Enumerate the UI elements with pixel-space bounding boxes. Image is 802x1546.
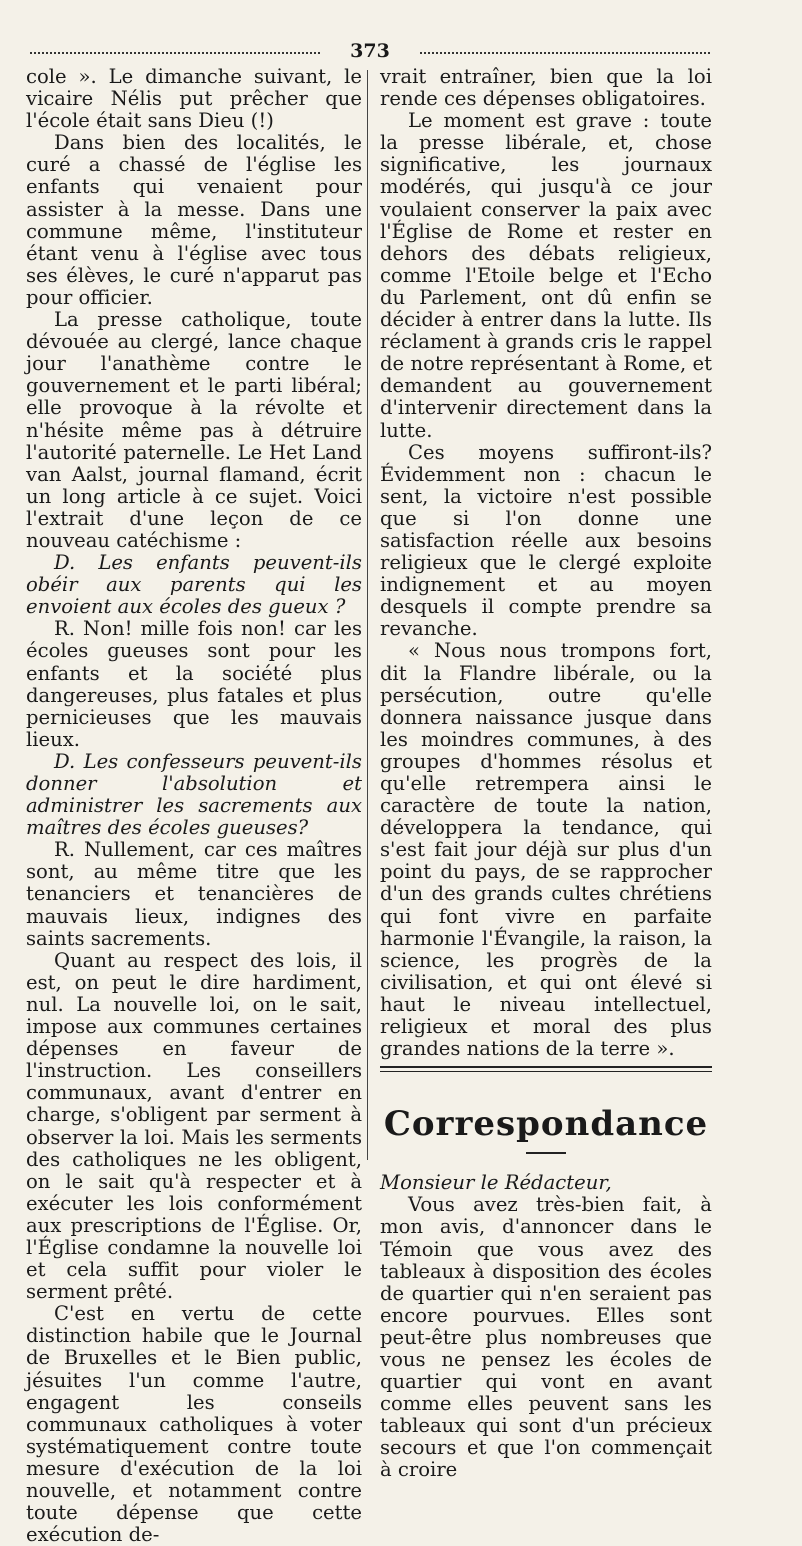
paragraph: vrait entraîner, bien que la loi rende ces dépenses obligatoires. [380, 65, 712, 111]
column-divider [367, 70, 368, 1160]
letter-body: Vous avez très-bien fait, à mon avis, d'annoncer dans le Témoin que vous avez des tableaux à disposition des écoles de quartier qui n'en seraient pas encore pourvues. Elles sont peut-être plus nombreuses que vous ne pensez les écoles de quartier qui vont en avant comme elles peuvent sans les tableaux qui sont d'un précieux secours et que l'on commençait à croire [380, 1193, 712, 1482]
page-header [30, 40, 710, 64]
quoted-paragraph: « Nous nous trompons fort, dit la Flandre libérale, ou la persécution, outre qu'elle donnera naissance jusque dans les moindres communes, à des groupes d'hommes résolus et qu'elle retrempera ainsi le caractère de toute la nation, développera la tendance, qui s'est fait jour déjà sur plus d'un point du pays, de se rapprocher d'un des grands cultes chrétiens qui font vivre en parfaite harmonie l'Évangile, la raison, la science, les progrès de la civilisation, et qui ont élevé si haut le niveau intellectuel, religieux et moral des plus grandes nations de la terre ». [380, 639, 712, 1061]
page-number: 373 [350, 40, 390, 62]
paragraph: cole ». Le dimanche suivant, le vicaire Nélis put prêcher que l'école était sans Dieu (!) [26, 65, 362, 133]
paragraph: La presse catholique, toute dévouée au clergé, lance chaque jour l'anathème contre le gouvernement et le parti libéral; elle provoque à la révolte et n'hésite même pas à détruire l'autorité paternelle. Le Het Land van Aalst, journal flamand, écrit un long article à ce sujet. Voici l'extrait d'une leçon de ce nouveau catéchisme : [26, 308, 362, 552]
catechism-question: D. Les enfants peuvent-ils obéir aux parents qui les envoient aux écoles des gueux ? [26, 551, 362, 619]
header-rule-right [420, 52, 710, 54]
header-rule-left [30, 52, 320, 54]
catechism-question: D. Les confesseurs peuvent-ils donner l'absolution et administrer les sacrements aux maîtres des écoles gueuses? [26, 749, 362, 840]
section-heading: Correspondance [383, 1104, 709, 1145]
catechism-answer: R. Nullement, car ces maîtres sont, au même titre que les tenanciers et tenancières de mauvais lieux, indignes des saints sacrements. [26, 838, 362, 950]
paragraph: Dans bien des localités, le curé a chassé de l'église les enfants qui venaient pour assister à la messe. Dans une commune même, l'instituteur étant venu à l'église avec tous ses élèves, le curé n'apparut pas pour officier. [26, 131, 362, 309]
paragraph: Le moment est grave : toute la presse libérale, et, chose significative, les journaux modérés, qui jusqu'à ce jour voulaient conserver la paix avec l'Église de Rome et rester en dehors des débats religieux, comme l'Etoile belge et l'Echo du Parlement, ont dû enfin se décider à entrer dans la lutte. Ils réclament à grands cris le rappel de notre représentant à Rome, et demandent au gouvernement d'intervenir directement dans la lutte. [380, 109, 712, 442]
paragraph: Ces moyens suffiront-ils? Évidemment non : chacun le sent, la victoire n'est possible que si l'on donne une satisfaction réelle aux besoins religieux que le clergé exploite indignement et au moyen desquels il compte prendre sa revanche. [380, 440, 712, 641]
heading-dash [526, 1152, 566, 1154]
left-column [26, 66, 362, 1546]
section-rule-thin [380, 1071, 712, 1072]
right-column [380, 66, 712, 1482]
paragraph: C'est en vertu de cette distinction habile que le Journal de Bruxelles et le Bien public, jésuites l'un comme l'autre, engagent les conseils communaux catholiques à voter systématiquement contre toute mesure d'exécution de la loi nouvelle, et notamment contre toute dépense que cette exécution de- [26, 1302, 362, 1546]
salutation: Monsieur le Rédacteur, [380, 1171, 612, 1195]
section-rule [380, 1066, 712, 1068]
catechism-answer: R. Non! mille fois non! car les écoles gueuses sont pour les enfants et la société plus dangereuses, plus fatales et plus pernicieuses que les mauvais lieux. [26, 617, 362, 751]
paragraph: Quant au respect des lois, il est, on peut le dire hardiment, nul. La nouvelle loi, on le sait, impose aux communes certaines dépenses en faveur de l'instruction. Les conseillers communaux, avant d'entrer en charge, s'obligent par serment à observer la loi. Mais les serments des catholiques ne les obligent, on le sait qu'à respecter et à exécuter les lois conformément aux prescriptions de l'Église. Or, l'Église condamne la nouvelle loi et cela suffit pour violer le serment prêté. [26, 948, 362, 1304]
